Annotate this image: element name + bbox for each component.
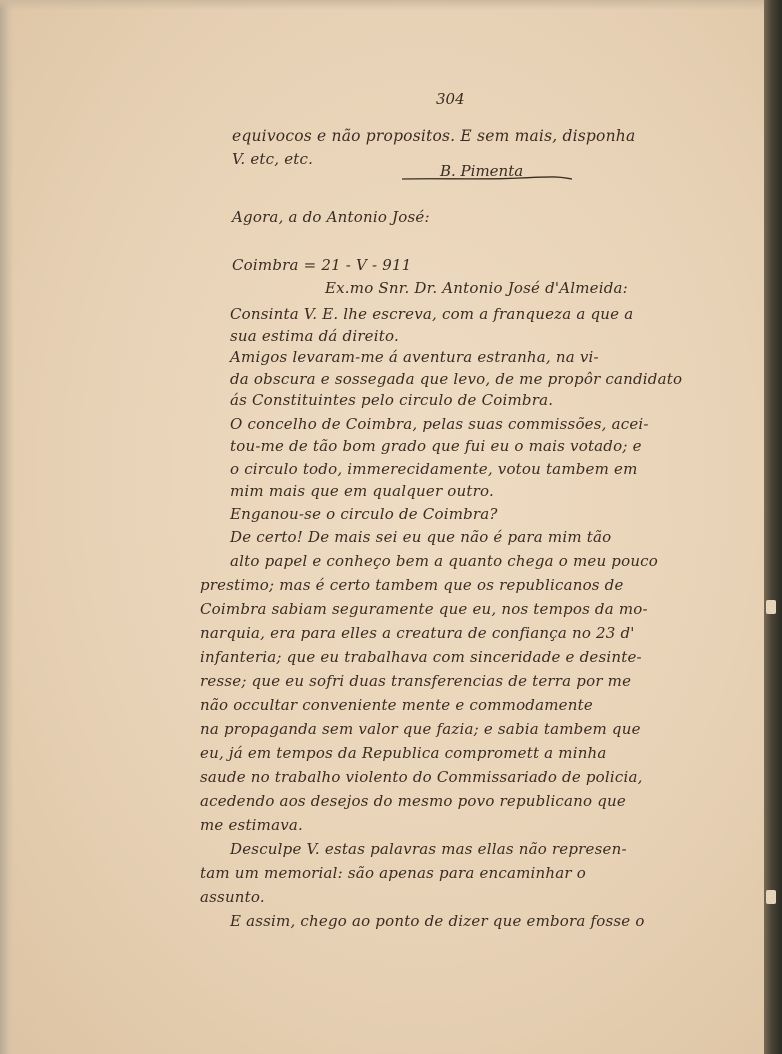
text-line-19: Coimbra sabiam seguramente que eu, nos tempos da mo- [200,600,648,618]
text-line-1: equivocos e não propositos. E sem mais, disponha [232,127,636,145]
letter-date: Coimbra = 21 - V - 911 [232,256,412,274]
text-line-30: tam um memorial: são apenas para encaminhar o [200,864,586,882]
text-line-13: o circulo todo, immerecidamente, votou tambem em [230,460,638,478]
text-line-31: assunto. [200,888,265,906]
text-line-25: eu, já em tempos da Republica compromett a minha [200,744,607,762]
text-line-26: saude no trabalho violento do Commissariado de policia, [200,768,643,786]
text-line-12: tou-me de tão bom grado que fui eu o mais votado; e [230,437,642,455]
spine-tab-lower [766,890,776,904]
text-line-7: sua estima dá direito. [230,327,399,345]
text-line-6: Consinta V. E. lhe escreva, com a franqueza a que a [230,305,634,323]
text-line-22: resse; que eu sofri duas transferencias de terra por me [200,672,632,690]
text-line-32: E assim, chego ao ponto de dizer que embora fosse o [230,912,645,930]
text-line-21: infanteria; que eu trabalhava com sinceridade e desinte- [200,648,642,666]
signature-text: B. Pimenta [440,162,524,180]
text-line-8: Amigos levaram-me á aventura estranha, na vi- [230,348,599,366]
text-line-15: Enganou-se o circulo de Coimbra? [230,505,498,523]
text-line-20: narquia, era para elles a creatura de confiança no 23 d' [200,624,635,642]
text-line-10: ás Constituintes pelo circulo de Coimbra. [230,391,554,409]
text-line-28: me estimava. [200,816,304,834]
page-left-shadow [0,0,14,1054]
text-line-27: acedendo aos desejos do mesmo povo republicano que [200,792,626,810]
text-line-23: não occultar conveniente mente e commodamente [200,696,593,714]
spine-tab-upper [766,600,776,614]
text-line-16: De certo! De mais sei eu que não é para mim tão [230,528,612,546]
letter-salutation: Ex.mo Snr. Dr. Antonio José d'Almeida: [325,279,628,297]
text-line-9: da obscura e sossegada que levo, de me propôr candidato [230,370,683,388]
text-line-17: alto papel e conheço bem a quanto chega o meu pouco [230,552,659,570]
text-line-24: na propaganda sem valor que fazia; e sabia tambem que [200,720,641,738]
signature [400,160,575,182]
text-line-18: prestimo; mas é certo tambem que os republicanos de [200,576,624,594]
text-line-3: Agora, a do Antonio José: [232,208,430,226]
text-line-2: V. etc, etc. [232,150,314,168]
text-line-11: O concelho de Coimbra, pelas suas commissões, acei- [230,415,649,433]
text-line-14: mim mais que em qualquer outro. [230,482,494,500]
page-top-shadow [0,0,764,10]
page-number: 304 [436,90,465,108]
text-line-29: Desculpe V. estas palavras mas ellas não represen- [230,840,627,858]
